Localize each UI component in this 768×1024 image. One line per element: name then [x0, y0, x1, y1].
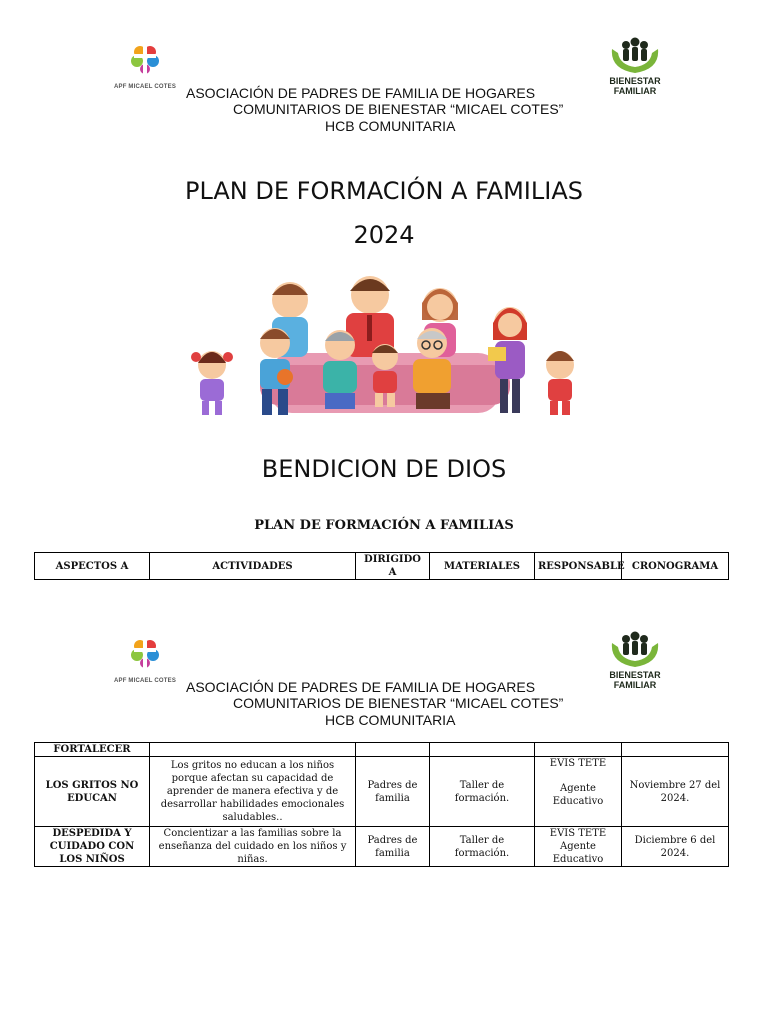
row-materials: Taller de formación. [430, 827, 535, 867]
continuation-label: FORTALECER [35, 743, 150, 757]
org-name-line3-page2: HCB COMUNITARIA [325, 712, 456, 728]
row-aspect: DESPEDIDA Y CUIDADO CON LOS NIÑOS [35, 827, 150, 867]
bf-logo-line2: FAMILIAR [613, 680, 657, 690]
org-name-line2: COMUNITARIOS DE BIENESTAR “MICAEL COTES” [233, 101, 564, 117]
org-name-line3: HCB COMUNITARIA [325, 118, 456, 134]
column-header-dirigido: DIRIGIDO A [356, 553, 430, 580]
plan-table-header [34, 552, 729, 580]
responsible-name: EVIS TETE [549, 828, 607, 839]
row-responsible [535, 827, 622, 867]
row-schedule: Diciembre 6 del 2024. [622, 827, 729, 867]
row-materials: Taller de formación. [430, 757, 535, 827]
org-name-line2-page2: COMUNITARIOS DE BIENESTAR “MICAEL COTES” [233, 695, 564, 711]
family-hands-icon [604, 35, 666, 75]
row-audience: Padres de familia [356, 757, 430, 827]
org-name-line1: ASOCIACIÓN DE PADRES DE FAMILIA DE HOGARES [186, 85, 536, 101]
row-aspect: LOS GRITOS NO EDUCAN [35, 757, 150, 827]
plan-table-heading: PLAN DE FORMACIÓN A FAMILIAS [254, 518, 514, 533]
cross-flower-icon [110, 634, 180, 678]
column-header-aspectos: ASPECTOS A [35, 553, 150, 580]
cover-title: PLAN DE FORMACIÓN A FAMILIAS [184, 177, 583, 205]
column-header-cronograma: CRONOGRAMA [622, 553, 729, 580]
responsible-role: Agente Educativo [552, 841, 604, 865]
table-row-continuation [35, 743, 729, 757]
bf-logo-line2: FAMILIAR [613, 86, 657, 96]
bf-logo-line1: BIENESTAR [609, 76, 661, 86]
org-name-line1-page2: ASOCIACIÓN DE PADRES DE FAMILIA DE HOGARES [186, 679, 536, 695]
family-hands-icon [604, 629, 666, 669]
apf-logo-text: APF MICAEL COTES [113, 678, 177, 684]
apf-logo-text: APF MICAEL COTES [113, 84, 177, 90]
table-row [35, 827, 729, 867]
cover-year: 2024 [353, 221, 415, 249]
column-header-responsable: RESPONSABLE [535, 553, 622, 580]
row-responsible [535, 757, 622, 827]
responsible-name: EVIS TETE [549, 758, 607, 769]
bienestar-familiar-logo-page2 [604, 629, 666, 691]
apf-micael-cotes-logo-page2 [110, 634, 180, 694]
plan-table-body [34, 742, 729, 867]
row-schedule: Noviembre 27 del 2024. [622, 757, 729, 827]
row-activity: Los gritos no educan a los niños porque afectan su capacidad de aprender de manera efectiva y de desarrollar habilidades emocionales saludables.. [150, 757, 356, 827]
bienestar-familiar-logo [604, 35, 666, 97]
family-illustration [160, 265, 610, 430]
column-header-actividades: ACTIVIDADES [150, 553, 356, 580]
responsible-role: Agente Educativo [552, 783, 604, 807]
blessing-text: BENDICION DE DIOS [261, 455, 507, 483]
apf-micael-cotes-logo [110, 40, 180, 100]
cross-flower-icon [110, 40, 180, 84]
column-header-materiales: MATERIALES [430, 553, 535, 580]
row-audience: Padres de familia [356, 827, 430, 867]
bf-logo-line1: BIENESTAR [609, 670, 661, 680]
row-activity: Concientizar a las familias sobre la enseñanza del cuidado en los niños y niñas. [150, 827, 356, 867]
table-row [35, 757, 729, 827]
